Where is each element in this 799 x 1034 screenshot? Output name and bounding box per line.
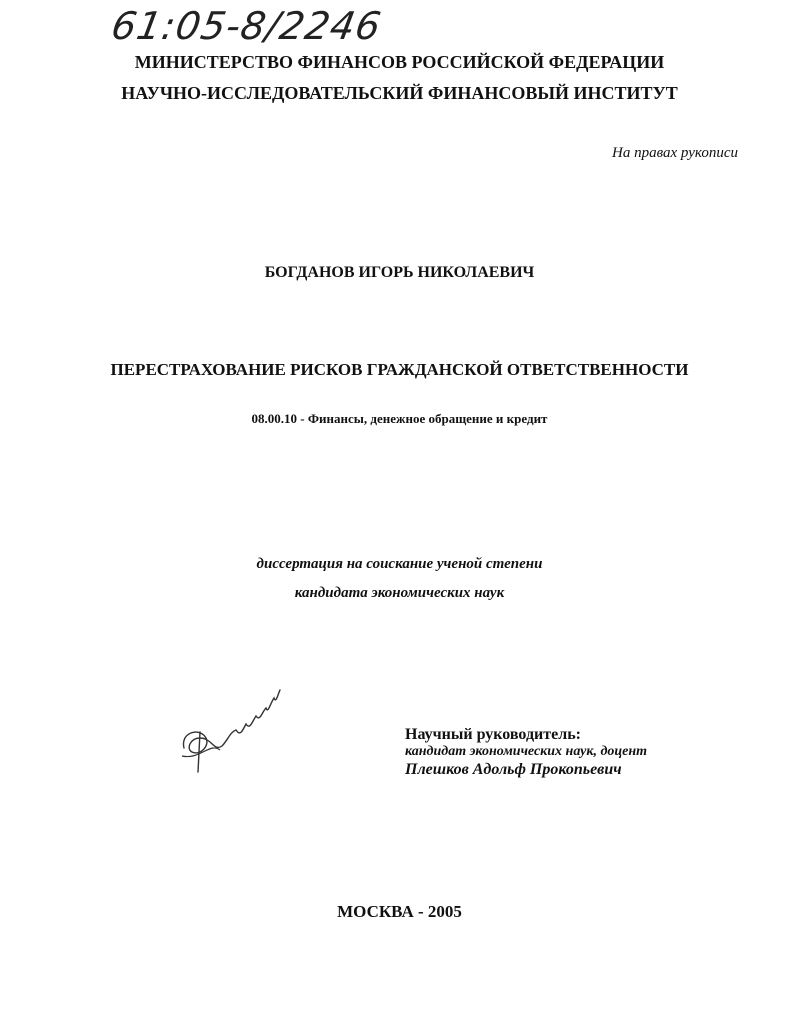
dissertation-title: ПЕРЕСТРАХОВАНИЕ РИСКОВ ГРАЖДАНСКОЙ ОТВЕТСТВЕННОСТИ (110, 360, 689, 379)
rights-note: На правах рукописи (612, 145, 738, 161)
supervisor-block (405, 726, 647, 779)
supervisor-label: Научный руководитель: (405, 726, 581, 743)
institute-heading: НАУЧНО-ИССЛЕДОВАТЕЛЬСКИЙ ФИНАНСОВЫЙ ИНСТИТУТ (121, 83, 678, 103)
city-year: МОСКВА - 2005 (337, 902, 462, 921)
specialty-code: 08.00.10 - Финансы, денежное обращение и кредит (251, 411, 548, 426)
handwritten-archive-code: 61:05-8/2246 (108, 4, 385, 48)
supervisor-degree: кандидат экономических наук, доцент (405, 744, 648, 759)
author-name: БОГДАНОВ ИГОРЬ НИКОЛАЕВИЧ (264, 264, 535, 281)
ministry-heading: МИНИСТЕРСТВО ФИНАНСОВ РОССИЙСКОЙ ФЕДЕРАЦИИ (134, 52, 665, 72)
signature-icon (170, 672, 290, 782)
supervisor-name: Плешков Адольф Прокопьевич (405, 761, 622, 778)
degree-line-1: диссертация на соискание ученой степени (256, 556, 543, 572)
degree-line-2: кандидата экономических наук (294, 585, 505, 601)
